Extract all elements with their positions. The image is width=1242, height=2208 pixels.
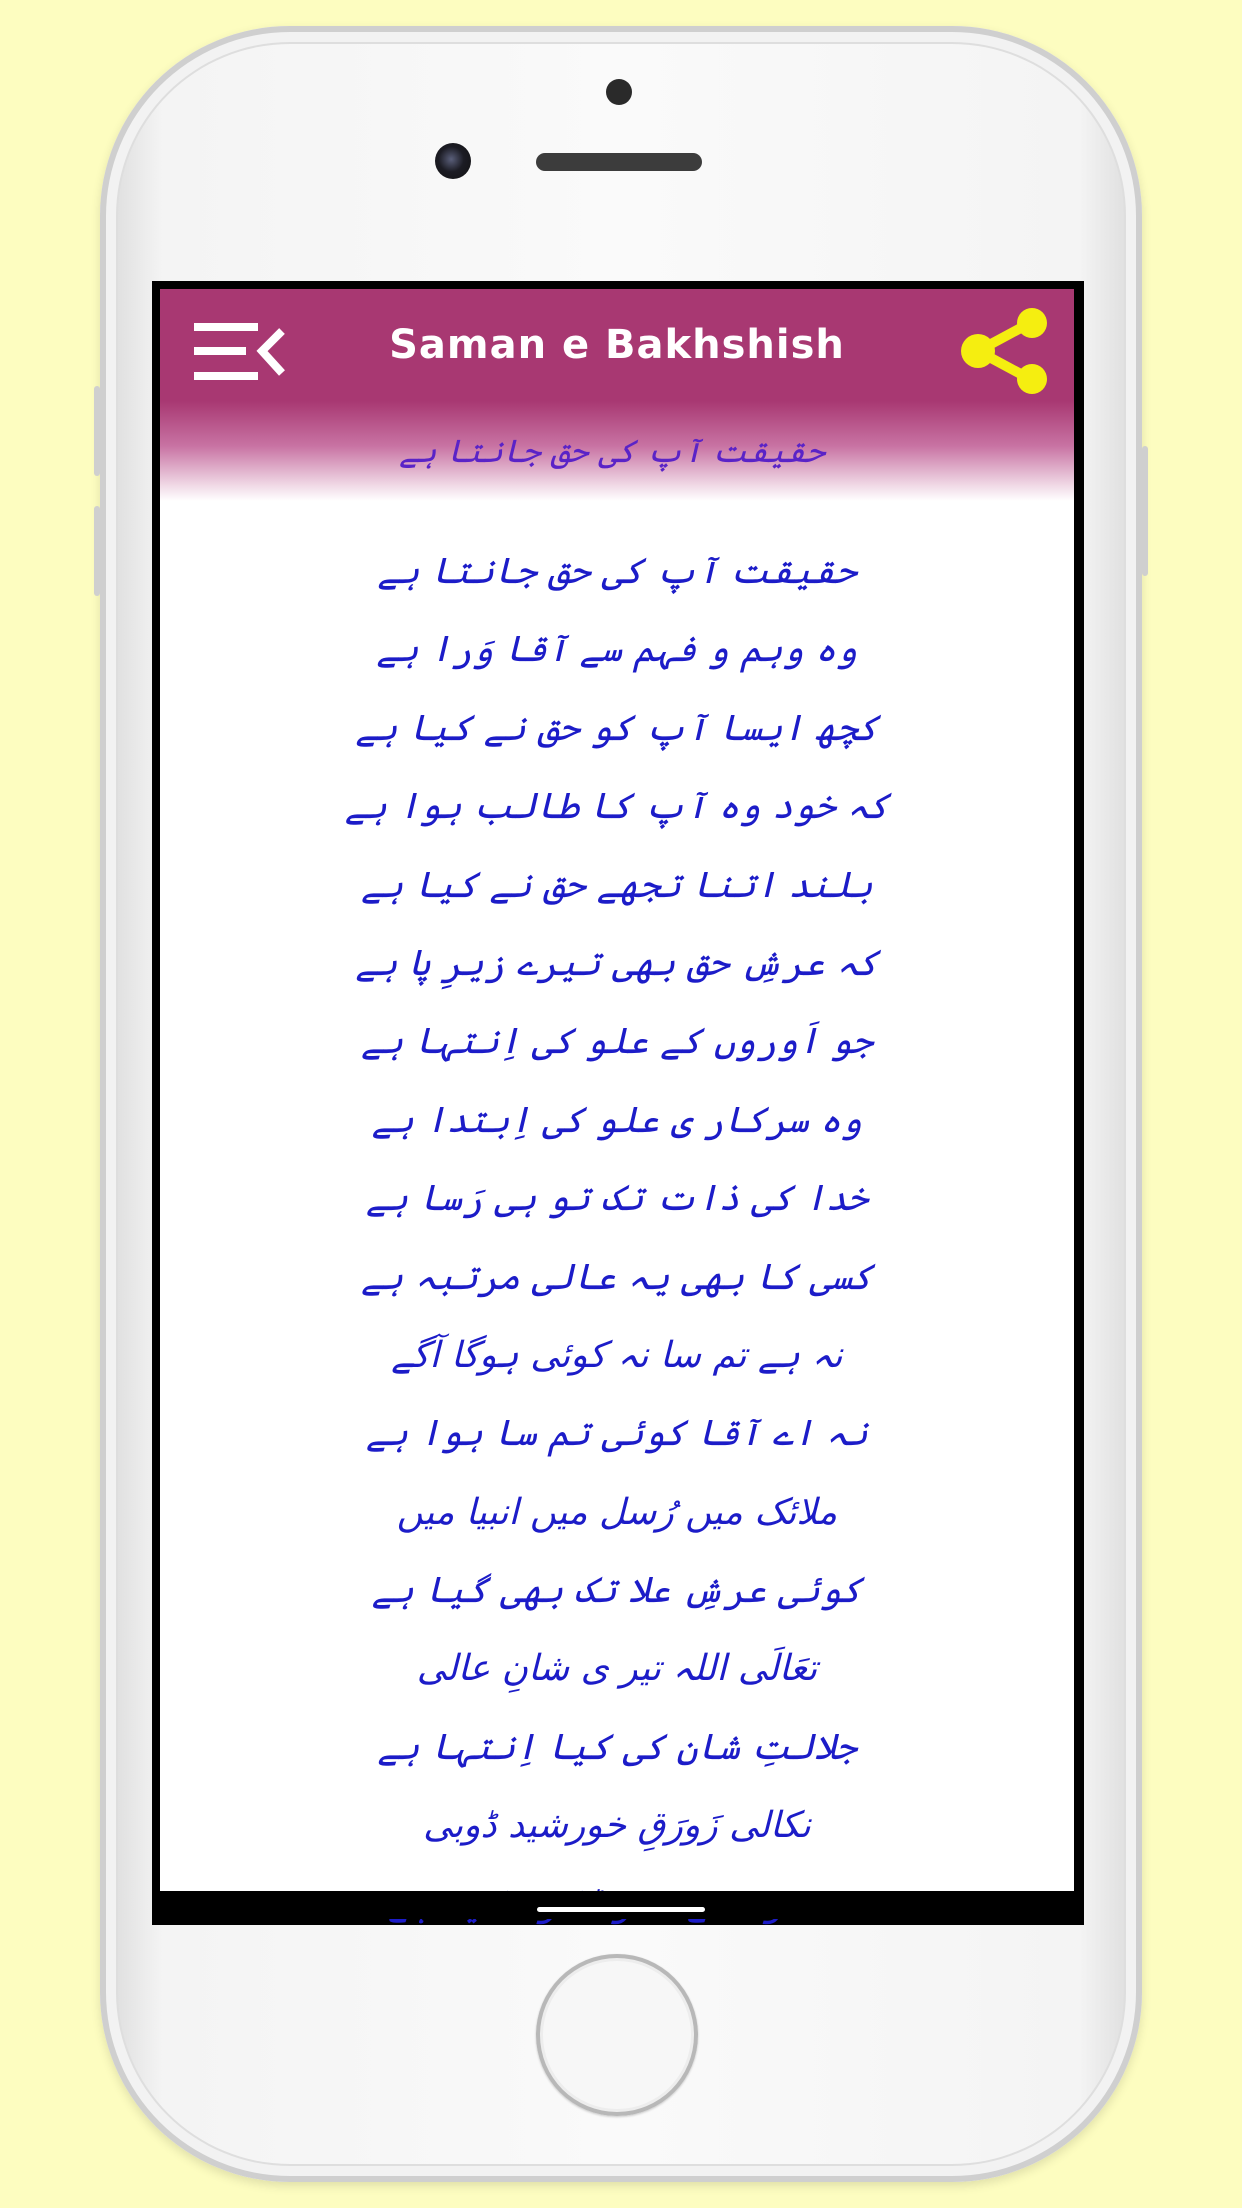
poem-line: کسی کا بھی یہ عالی مرتبہ ہے	[361, 1256, 873, 1298]
poem-title: حقیقت آپ کی حق جانتا ہے	[399, 432, 825, 470]
app-screen	[160, 289, 1074, 1891]
volume-button	[94, 506, 100, 596]
home-indicator[interactable]	[537, 1907, 705, 1912]
poem-line: وہ سرکار ی علو کی اِبتدا ہے	[371, 1099, 863, 1141]
screen-bottom-bar	[160, 1891, 1074, 1919]
poem-line: نکالی زَورَقِ خورشید ڈوبی	[423, 1805, 811, 1847]
app-bar	[160, 289, 1074, 401]
menu-back-icon[interactable]	[194, 323, 286, 381]
proximity-sensor	[606, 79, 632, 105]
poem-line: وہ وہم و فہم سے آقا وَرا ہے	[376, 629, 858, 671]
poem-line: نہ ہے تم سا نہ کوئی ہوگا آگے	[391, 1334, 843, 1376]
poem-line: کہ خود وہ آپ کا طالب ہوا ہے	[344, 786, 890, 828]
power-button	[1142, 446, 1148, 576]
front-camera	[435, 143, 471, 179]
poem-line: بلند اتنا تجھے حق نے کیا ہے	[361, 864, 873, 906]
poem-line: کچھ ایسا آپ کو حق نے کیا ہے	[355, 707, 879, 749]
poem-line: کوئی عرشِ علا تک بھی گیا ہے	[371, 1570, 863, 1612]
poem-line: کہ عرشِ حق بھی تیرے زیرِ پا ہے	[355, 942, 879, 984]
poem-line: تعَالَی اللہ تیر ی شانِ عالی	[416, 1648, 818, 1690]
poem-content[interactable]	[160, 533, 1074, 1891]
poem-line: جلالتِ شان کی کیا اِنتہا ہے	[377, 1726, 857, 1768]
poem-title-header	[160, 401, 1074, 501]
poem-line: خدا کی ذات تک تو ہی رَسا ہے	[366, 1178, 868, 1220]
poem-line: جو اَوروں کے علو کی اِنتہا ہے	[361, 1021, 873, 1063]
poem-line: حقیقت آپ کی حق جانتا ہے	[377, 551, 857, 592]
poem-line: ملائک میں رُسل میں انبیا میں	[396, 1491, 838, 1533]
earpiece-speaker	[536, 153, 702, 171]
app-title: Saman e Bakhshish	[389, 322, 845, 368]
poem-line: نہ اے آقا کوئی تم سا ہوا ہے	[366, 1413, 868, 1455]
home-button[interactable]	[536, 1954, 698, 2116]
volume-button	[94, 386, 100, 476]
share-icon[interactable]	[958, 307, 1054, 395]
